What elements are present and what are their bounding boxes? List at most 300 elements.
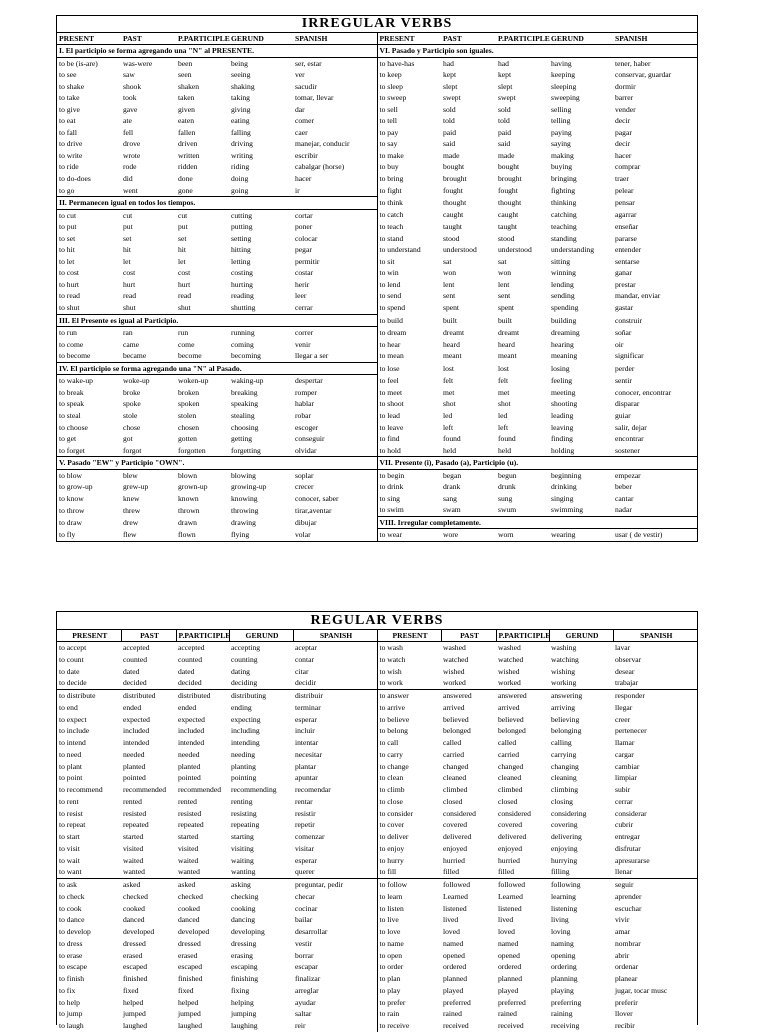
section-heading: III. El Presente es igual al Participio. [57,314,377,327]
verb-past: danced [123,915,145,925]
verb-past: put [123,222,133,232]
verb-present: to swim [379,505,404,515]
table-row [57,997,697,1009]
header-past: PAST [121,630,176,642]
verb-spanish: llegar [615,702,633,712]
table-row [57,914,697,926]
verb-past: waited [123,855,144,865]
verb-spanish: soplar [293,469,377,481]
table-row [57,677,697,689]
verb-spanish: ver [293,69,377,81]
verb-past: erased [123,950,143,960]
table-row [57,481,697,493]
verb-gerund: arriving [551,702,576,712]
verb-participle: fallen [178,127,196,137]
verb-present: to feel [379,376,399,386]
verb-past: slept [443,81,458,91]
verb-participle: hurried [498,855,520,865]
verb-participle: gotten [178,434,197,444]
verb-gerund: giving [231,104,251,114]
verb-spanish: hablar [293,398,377,410]
verb-gerund: letting [231,256,251,266]
verb-past: shut [123,303,136,313]
verb-present: to wear [379,530,403,540]
verb-present: to play [379,985,401,995]
verb-present: to fight [379,185,402,195]
verb-past: paid [443,127,457,137]
verb-present: to break [59,387,84,397]
verb-spanish: romper [293,387,377,399]
verb-present: to ask [57,879,121,891]
verb-gerund: loving [551,927,571,936]
table-row [57,1008,697,1020]
verb-participle: become [178,351,202,361]
verb-present: to understand [379,245,421,255]
verb-present: to lead [379,410,400,420]
verb-gerund: helping [231,997,254,1007]
table-row [57,926,697,938]
verb-past: wished [443,666,465,676]
table-row [57,690,697,702]
verb-past: sat [443,256,452,266]
table-row [57,339,697,351]
verb-present: to close [379,796,403,806]
table-row [57,529,697,541]
verb-present: to shoot [379,399,404,409]
verb-spanish: necesitar [293,749,377,761]
table-row [57,504,697,516]
verb-participle: held [498,445,512,455]
table-row [57,961,697,973]
verb-present: to go [59,185,75,195]
verb-present: to live [379,915,399,925]
verb-participle: rained [498,1009,517,1019]
verb-gerund: reading [231,291,254,301]
verb-spanish: beber [615,482,632,492]
verb-spanish: sostener [615,445,640,455]
table-row [57,950,697,962]
verb-past: made [443,150,460,160]
verb-participle: intended [178,738,205,747]
verb-gerund: telling [551,116,571,126]
header-spanish: SPANISH [293,33,377,45]
verb-present: to ride [59,162,79,172]
verb-present: to climb [379,785,405,794]
verb-participle: left [498,422,509,432]
table-row [57,891,697,903]
verb-past: planted [123,761,146,771]
verb-present: to throw [59,505,85,515]
verb-spanish: preferir [615,997,638,1007]
verb-spanish: conservar, guardar [615,70,672,80]
verb-participle: kept [498,70,512,80]
verb-spanish: rentar [293,796,377,808]
table-row [57,819,697,831]
verb-spanish: llamar [615,738,635,747]
verb-present: to need [59,749,82,759]
verb-spanish: hacer [293,173,377,185]
verb-gerund: selling [551,104,572,114]
verb-past: opened [443,950,465,960]
verb-past: was-were [123,58,153,68]
verb-past: Learned [443,891,468,901]
verb-past: loved [443,927,460,936]
verb-gerund: climbing [551,785,578,794]
verb-participle: cleaned [498,773,522,783]
verb-gerund: needing [231,749,256,759]
verb-past: went [123,185,138,195]
verb-gerund: watching [551,654,579,664]
verb-past: climbed [443,785,468,794]
verb-participle: won [498,268,512,278]
verb-past: sent [443,291,456,301]
verb-gerund: thinking [551,198,577,208]
verb-gerund: renting [231,796,253,806]
table-row [57,516,697,529]
verb-spanish: decidir [293,677,377,689]
verb-gerund: having [551,58,572,68]
verb-gerund: enjoying [551,843,578,853]
verb-spanish: prestar [615,279,636,289]
verb-participle: finished [178,974,203,983]
verb-spanish: arreglar [293,985,377,997]
table-row [57,422,697,434]
verb-past: built [443,315,457,325]
section-heading: IV. El participio se forma agregando una "N" al Pasado. [57,362,377,375]
verb-spanish: apresurarse [615,855,650,865]
verb-spanish: construir [615,315,642,325]
table-row [57,350,697,362]
verb-past: cost [123,268,136,278]
verb-participle: erased [178,950,198,960]
verb-participle: hit [178,245,187,255]
verb-participle: included [178,726,205,736]
verb-present: to wash [379,643,403,652]
verb-participle: fixed [178,985,194,995]
verb-spanish: disparar [615,399,640,409]
table-row [57,327,697,339]
table-row [57,314,697,327]
verb-participle: recommended [178,785,222,794]
verb-past: answered [441,690,496,702]
table-row [57,702,697,714]
verb-gerund: riding [231,162,250,172]
verb-participle: met [498,387,510,397]
verb-spanish: pararse [615,233,637,243]
table-row [57,244,697,256]
verb-spanish: saltar [293,1008,377,1020]
verb-gerund: finishing [231,974,259,983]
verb-participle: shot [498,399,511,409]
verb-present: to expect [59,714,87,724]
regular-header-row [57,630,697,642]
verb-participle: caught [498,210,519,220]
verb-spanish: decir [615,116,631,126]
verb-participle: fought [498,185,518,195]
irregular-header-row [57,33,697,45]
verb-spanish: perder [615,363,635,373]
verb-spanish: checar [293,891,377,903]
verb-present: to take [59,93,80,103]
verb-gerund: growing-up [231,482,267,492]
table-row [57,938,697,950]
table-row [57,92,697,104]
verb-present: to shake [59,81,85,91]
verb-gerund: taking [231,93,250,103]
verb-gerund: running [231,328,255,338]
verb-participle: sent [498,291,511,301]
verb-spanish: bailar [293,914,377,926]
verb-gerund: intending [231,738,260,747]
verb-gerund: drawing [231,517,256,527]
table-row [57,866,697,878]
verb-participle: helped [178,997,199,1007]
verb-past: saw [123,70,135,80]
verb-present: to fly [59,530,76,540]
verb-past: accepted [123,643,150,652]
verb-present: to shut [59,303,80,313]
verb-gerund: holding [551,445,575,455]
verb-spanish: olvidar [293,445,377,457]
table-row [57,808,697,820]
verb-spanish: enseñar [615,222,639,232]
verb-spanish: incluir [293,725,377,737]
verb-spanish: significar [615,351,644,361]
verb-past: considered [443,808,476,818]
verb-past: lent [443,279,455,289]
verb-spanish: cantar [615,493,634,503]
verb-participle: dressed [178,938,201,948]
verb-gerund: driving [231,139,253,149]
verb-past: watched [443,654,469,664]
table-row [57,903,697,915]
verb-participle: cooked [178,903,200,913]
verb-present: to choose [59,422,88,432]
verb-past: called [443,738,462,747]
verb-spanish: escuchar [615,903,642,913]
verb-past: dressed [123,938,146,948]
verb-participle: shaken [178,81,200,91]
table-row [57,666,697,678]
verb-present: to draw [59,517,82,527]
verb-participle: understood [498,245,532,255]
verb-past: drew [123,517,139,527]
verb-past: planned [443,974,468,983]
header-present: PRESENT [377,630,441,642]
verb-gerund: answering [549,690,613,702]
verb-past: resisted [123,808,147,818]
verb-gerund: setting [231,233,252,243]
verb-present: to get [59,434,77,444]
verb-present: to lose [379,363,400,373]
verb-past: developed [123,927,155,936]
verb-past: chose [123,422,141,432]
section-heading: II. Permanecen igual en todos los tiempos. [57,197,377,210]
table-row [57,1020,697,1032]
verb-gerund: resisting [231,808,257,818]
verb-past: sang [443,493,457,503]
verb-gerund: buying [551,162,573,172]
verb-spanish: ordenar [615,962,639,972]
verb-participle: lost [498,363,509,373]
verb-spanish: traer [615,174,629,184]
verb-gerund: waiting [231,855,254,865]
verb-spanish: esperar [293,855,377,867]
verb-gerund: bringing [551,174,577,184]
verb-past: expected [123,714,150,724]
verb-past: heard [443,339,460,349]
verb-participle: broken [178,387,200,397]
verb-participle: jumped [178,1009,201,1019]
verb-past: swam [443,505,461,515]
verb-participle: ended [178,702,197,712]
table-row [57,45,697,58]
verb-past: believed [443,714,469,724]
verb-gerund: jumping [231,1009,257,1019]
verb-past: got [123,434,133,444]
verb-past: read [123,291,137,301]
header-gerund: GERUND [229,630,293,642]
verb-present: to check [59,891,85,901]
verb-participle: opened [498,950,520,960]
verb-spanish: barrer [615,93,634,103]
table-row [57,387,697,399]
table-row [57,469,697,481]
verb-participle: needed [178,749,200,759]
verb-present: to erase [59,950,83,960]
verb-present: to bring [379,174,404,184]
verb-participle: cut [178,210,188,220]
verb-past: repeated [123,820,149,830]
verb-past: carried [443,749,465,759]
verb-gerund: developing [231,927,265,936]
verb-participle: Learned [498,891,523,901]
verb-participle: blown [178,470,197,480]
verb-present: to distribute [57,690,121,702]
table-row [57,279,697,291]
verb-past: changed [443,761,469,771]
verb-present: to tell [379,116,398,126]
verb-gerund: calling [551,738,572,747]
verb-present: to be (is-are) [59,58,98,68]
verb-participle: chosen [178,422,200,432]
verb-participle: eaten [178,116,195,126]
verb-spanish: apuntar [293,772,377,784]
verb-participle: accepted [178,643,205,652]
verb-participle: called [498,738,517,747]
header-participle: P.PARTICIPLE [496,630,549,642]
verb-gerund: cleaning [551,773,577,783]
verb-past: drove [123,139,141,149]
verb-past: delivered [443,832,472,841]
verb-past: followed [441,879,496,891]
verb-spanish: ganar [615,268,632,278]
verb-participle: believed [498,714,524,724]
verb-present: to escape [59,962,88,972]
verb-present: to build [379,315,403,325]
verb-gerund: getting [231,434,253,444]
verb-gerund: hurting [231,279,253,289]
verb-spanish: entregar [615,832,640,841]
verb-past: thought [443,198,467,208]
table-row [57,185,697,197]
verb-spanish: contar [293,654,377,666]
verb-gerund: pointing [231,773,257,783]
verb-gerund: carrying [551,749,577,759]
verb-spanish: conocer, encontrar [615,387,672,397]
table-row [57,973,697,985]
verb-participle: sat [498,256,507,266]
verb-present: to make [379,150,404,160]
verb-gerund: understanding [551,245,595,255]
verb-gerund: dating [231,666,250,676]
verb-past: rented [123,796,142,806]
verb-past: lost [443,363,454,373]
verb-spanish: sentarse [615,256,640,266]
verb-spanish: cabalgar (horse) [293,161,377,173]
verb-spanish: usar ( de vestir) [615,530,663,540]
verb-present: to date [59,666,80,676]
verb-past: dreamt [443,327,465,337]
verb-gerund: escaping [231,962,258,972]
verb-participle: thought [498,198,522,208]
verb-present: to find [379,434,400,444]
verb-participle: made [498,150,515,160]
verb-spanish: cortar [293,209,377,221]
verb-gerund: expecting [231,714,261,724]
verb-past: arrived [443,702,465,712]
verb-past: wanted [123,867,145,877]
verb-present: to sleep [379,81,403,91]
verb-participle: started [178,832,199,841]
verb-past: fell [123,127,134,137]
regular-title: REGULAR VERBS [57,612,697,630]
verb-past: kept [443,70,457,80]
verb-spanish: entender [615,245,642,255]
verb-past: fought [443,185,463,195]
verb-gerund: cooking [231,903,256,913]
verb-spanish: sentir [615,376,632,386]
verb-participle: checked [178,891,203,901]
verb-gerund: planting [231,761,256,771]
verb-past: met [443,387,455,397]
verb-participle: covered [498,820,523,830]
verb-spanish: pensar [615,198,635,208]
verb-present: to do-does [59,174,91,184]
verb-present: to rent [59,796,79,806]
verb-participle: said [498,139,511,149]
verb-participle: hurt [178,279,191,289]
verb-gerund: going [231,185,249,195]
section-heading: VI. Pasado y Participio son iguales. [377,45,697,58]
verb-gerund: covering [551,820,578,830]
verb-past: taught [443,222,462,232]
verb-participle: slept [498,81,513,91]
verb-present: to grow-up [59,482,93,492]
table-row [57,290,697,302]
verb-past: blew [123,470,138,480]
verb-present: to rain [379,1009,400,1019]
verb-past: ended [123,702,142,712]
verb-past: woke-up [123,376,150,386]
verb-spanish: cambiar [615,761,640,771]
verb-present: to plant [59,761,82,771]
verb-past: played [443,985,464,995]
verb-participle: led [498,410,508,420]
verb-spanish: llenar [615,867,633,877]
verb-participle: cost [178,268,191,278]
verb-spanish: pelear [615,185,634,195]
